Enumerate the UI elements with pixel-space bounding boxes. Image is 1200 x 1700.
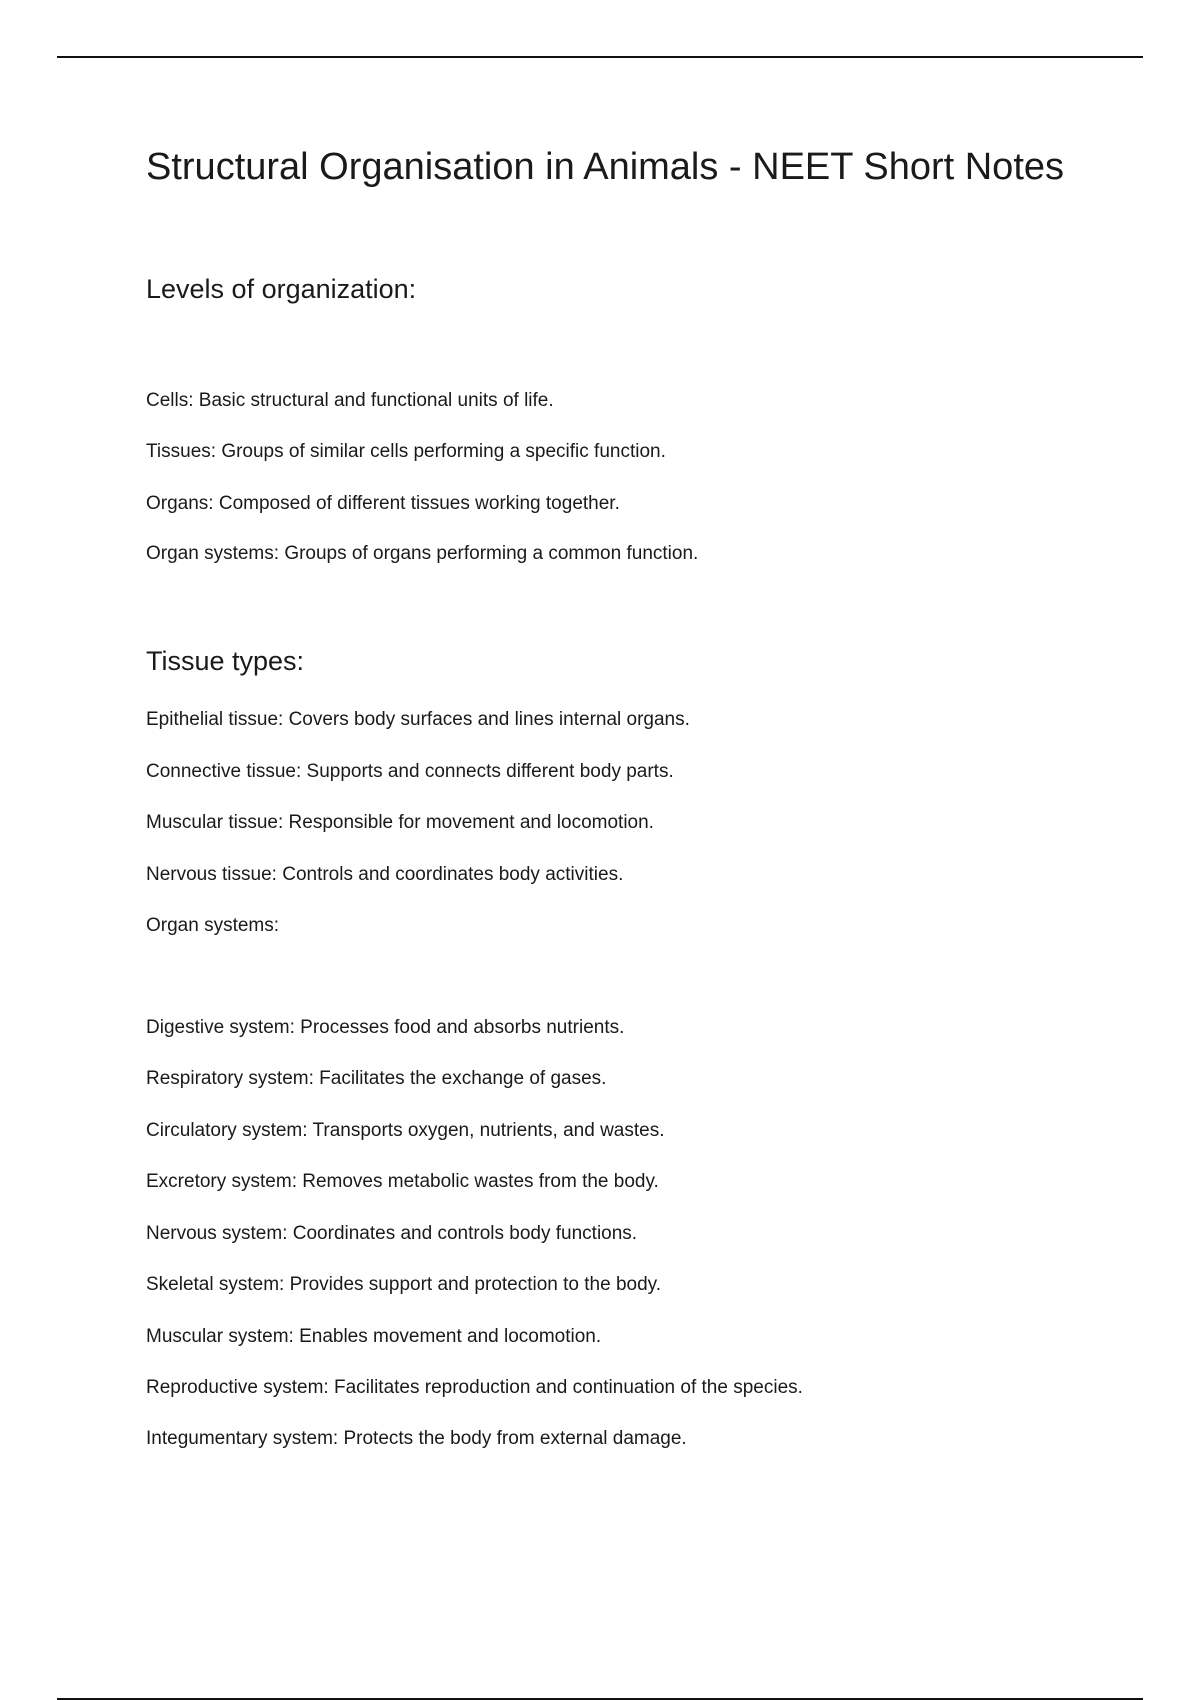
list-item: Integumentary system: Protects the body from external damage.: [146, 1428, 687, 1449]
list-item: Organ systems: Groups of organs performing a common function.: [146, 543, 699, 564]
list-item: Epithelial tissue: Covers body surfaces and lines internal organs.: [146, 709, 690, 730]
list-item: Skeletal system: Provides support and protection to the body.: [146, 1274, 662, 1295]
list-item: Cells: Basic structural and functional units of life.: [146, 390, 554, 411]
list-item: Respiratory system: Facilitates the exchange of gases.: [146, 1068, 607, 1089]
list-item: Tissues: Groups of similar cells performing a specific function.: [146, 441, 666, 462]
list-item: Muscular tissue: Responsible for movement and locomotion.: [146, 812, 654, 833]
header-rule: [57, 56, 1143, 58]
document-title: Structural Organisation in Animals - NEET Short Notes: [146, 146, 1065, 188]
section-heading-tissues: Tissue types:: [146, 646, 305, 676]
list-item: Circulatory system: Transports oxygen, nutrients, and wastes.: [146, 1120, 665, 1141]
list-item: Digestive system: Processes food and absorbs nutrients.: [146, 1017, 625, 1038]
list-item: Reproductive system: Facilitates reproduction and continuation of the species.: [146, 1377, 803, 1398]
list-item: Connective tissue: Supports and connects different body parts.: [146, 761, 674, 782]
list-item: Muscular system: Enables movement and locomotion.: [146, 1326, 602, 1347]
list-item: Excretory system: Removes metabolic wastes from the body.: [146, 1171, 659, 1192]
list-item: Organs: Composed of different tissues working together.: [146, 493, 620, 514]
list-item: Organ systems:: [146, 915, 280, 936]
section-heading-levels: Levels of organization:: [146, 274, 417, 304]
list-item: Nervous system: Coordinates and controls body functions.: [146, 1223, 638, 1244]
list-item: Nervous tissue: Controls and coordinates body activities.: [146, 864, 624, 885]
